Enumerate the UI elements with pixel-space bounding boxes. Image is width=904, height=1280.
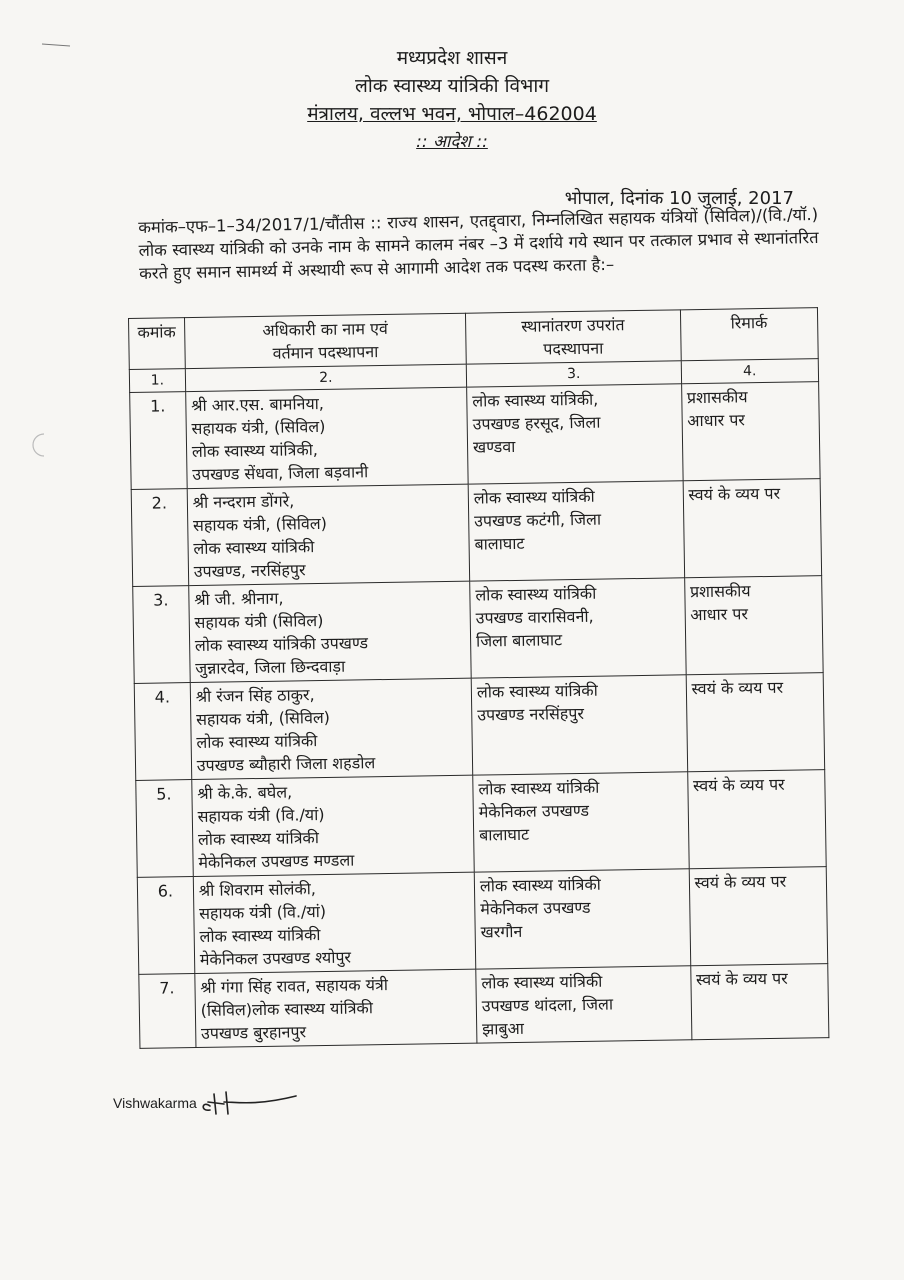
current-posting-cell bbox=[189, 581, 472, 682]
new-posting-cell bbox=[468, 481, 684, 581]
table-row bbox=[134, 673, 824, 781]
current-posting-cell-line: लोक स्वास्थ्य यांत्रिकी, bbox=[191, 440, 319, 462]
header-officer-line2: वर्तमान पदस्थापना bbox=[272, 342, 379, 363]
header-serial: कमांक bbox=[129, 318, 186, 370]
remark-cell bbox=[689, 867, 828, 966]
current-posting-cell-line: श्री के.के. बघेल, bbox=[197, 782, 293, 803]
new-posting-cell-line: बालाघाट bbox=[478, 824, 530, 845]
remark-cell-line: प्रशासकीय bbox=[689, 581, 751, 602]
remark-cell bbox=[681, 382, 820, 481]
punch-hole-mark bbox=[26, 430, 50, 460]
remark-cell-line: स्वयं के व्यय पर bbox=[691, 677, 784, 699]
current-posting-cell-line: सहायक यंत्री (वि./यां) bbox=[197, 804, 325, 826]
government-name: मध्यप्रदेश शासन bbox=[396, 47, 508, 69]
table-row bbox=[137, 867, 827, 975]
header-new-posting bbox=[465, 310, 680, 364]
new-posting-cell bbox=[471, 675, 687, 775]
current-posting-cell-line: मेकेनिकल उपखण्ड मण्डला bbox=[198, 850, 355, 872]
current-posting-cell-line: श्री आर.एस. बामनिया, bbox=[191, 393, 325, 416]
current-posting-cell-line: (सिविल)लोक स्वास्थ्य यांत्रिकी bbox=[200, 998, 374, 1020]
header-new-posting-line1: स्थानांतरण उपरांत bbox=[521, 315, 625, 336]
order-heading: :: आदेश :: bbox=[416, 132, 488, 152]
new-posting-cell-line: लोक स्वास्थ्य यांत्रिकी bbox=[476, 680, 598, 702]
new-posting-cell bbox=[467, 384, 683, 484]
department-address: मंत्रालय, वल्लभ भवन, भोपाल–462004 bbox=[307, 103, 597, 125]
transfer-table-body bbox=[130, 382, 829, 1049]
new-posting-cell-line: लोक स्वास्थ्य यांत्रिकी bbox=[478, 777, 600, 799]
order-intro-paragraph: कमांक–एफ–1–34/2017/1/चौंतीस :: राज्य शासन, एतद्द्वारा, निम्नलिखित सहायक यंत्रियों (सिविल)/(वि./यॉ.) लोक स्वास्थ्य यांत्रिकी को उनके नाम के सामने कालम नंबर –3 में दर्शाये गये स्थान पर तत्काल प्रभाव से स्थानांतरित करते हुए समान सामर्थ्य में अस्थायी रूप से आगामी आदेश तक पदस्थ करता है:– bbox=[138, 204, 819, 283]
current-posting-cell-line: सहायक यंत्री (सिविल) bbox=[194, 610, 324, 632]
new-posting-cell-line: मेकेनिकल उपखण्ड bbox=[478, 800, 590, 822]
new-posting-cell-line: लोक स्वास्थ्य यांत्रिकी, bbox=[472, 389, 599, 411]
remark-cell-line: स्वयं के व्यय पर bbox=[695, 968, 788, 990]
current-posting-cell-line: सहायक यंत्री, (सिविल) bbox=[192, 513, 328, 536]
column-number: 2. bbox=[185, 364, 466, 391]
new-posting-cell-line: लोक स्वास्थ्य यांत्रिकी bbox=[473, 486, 595, 508]
current-posting-cell-line: सहायक यंत्री, (सिविल) bbox=[195, 707, 331, 729]
new-posting-cell bbox=[473, 772, 689, 872]
header-new-posting-line2: पदस्थापना bbox=[543, 338, 604, 359]
new-posting-cell bbox=[470, 578, 686, 678]
current-posting-cell-line: श्री गंगा सिंह रावत, सहायक यंत्री bbox=[200, 975, 389, 997]
transfer-table-wrapper bbox=[128, 307, 829, 1049]
current-posting-cell-line: उपखण्ड सेंधवा, जिला बड़वानी bbox=[192, 462, 369, 485]
current-posting-cell bbox=[190, 678, 473, 779]
current-posting-cell-line: उपखण्ड बुरहानपुर bbox=[200, 1022, 307, 1043]
department-name: लोक स्वास्थ्य यांत्रिकी विभाग bbox=[354, 75, 550, 97]
column-number: 1. bbox=[129, 369, 185, 393]
new-posting-cell-line: बालाघाट bbox=[474, 533, 525, 554]
column-number: 4. bbox=[681, 359, 819, 384]
current-posting-cell-line: लोक स्वास्थ्य यांत्रिकी उपखण्ड bbox=[194, 633, 369, 655]
current-posting-cell bbox=[193, 872, 476, 973]
current-posting-cell-line: उपखण्ड ब्यौहारी जिला शहडोल bbox=[196, 753, 376, 775]
row-serial-number: 2. bbox=[131, 489, 188, 587]
remark-cell bbox=[690, 964, 829, 1040]
row-serial-number: 3. bbox=[133, 586, 190, 684]
new-posting-cell-line: उपखण्ड नरसिंहपुर bbox=[477, 703, 585, 725]
remark-cell-line: स्वयं के व्यय पर bbox=[688, 483, 781, 505]
new-posting-cell-line: जिला बालाघाट bbox=[475, 630, 563, 651]
remark-cell-line: स्वयं के व्यय पर bbox=[692, 774, 785, 796]
table-row bbox=[136, 770, 826, 878]
remark-cell-line: आधार पर bbox=[690, 604, 749, 625]
table-row bbox=[139, 964, 829, 1049]
remark-cell bbox=[683, 479, 822, 578]
current-posting-cell-line: श्री नन्दराम डोंगरे, bbox=[192, 491, 295, 513]
initials-signature bbox=[196, 1084, 306, 1124]
remark-cell-line: प्रशासकीय bbox=[686, 387, 748, 408]
current-posting-cell-line: लोक स्वास्थ्य यांत्रिकी bbox=[197, 828, 320, 849]
current-posting-cell-line: उपखण्ड, नरसिंहपुर bbox=[193, 560, 306, 581]
remark-cell bbox=[684, 576, 823, 675]
current-posting-cell-line: सहायक यंत्री (वि./यां) bbox=[199, 901, 327, 923]
scan-mark bbox=[40, 34, 120, 54]
table-row bbox=[133, 576, 823, 684]
new-posting-cell-line: उपखण्ड हरसूद, जिला bbox=[472, 412, 601, 434]
current-posting-cell bbox=[187, 484, 470, 585]
header-officer-line1: अधिकारी का नाम एवं bbox=[262, 318, 388, 340]
current-posting-cell-line: मेकेनिकल उपखण्ड श्योपुर bbox=[199, 947, 352, 969]
row-serial-number: 5. bbox=[136, 780, 193, 878]
current-posting-cell bbox=[192, 775, 475, 876]
row-serial-number: 4. bbox=[134, 683, 191, 781]
remark-cell bbox=[686, 673, 825, 772]
current-posting-cell-line: सहायक यंत्री, (सिविल) bbox=[191, 416, 326, 439]
column-number: 3. bbox=[466, 361, 681, 387]
row-serial-number: 7. bbox=[139, 974, 196, 1049]
current-posting-cell-line: लोक स्वास्थ्य यांत्रिकी bbox=[199, 925, 321, 946]
current-posting-cell-line: श्री रंजन सिंह ठाकुर, bbox=[195, 685, 315, 706]
current-posting-cell-line: जुन्नारदेव, जिला छिन्दवाड़ा bbox=[195, 656, 346, 678]
new-posting-cell-line: लोक स्वास्थ्य यांत्रिकी bbox=[479, 874, 601, 896]
new-posting-cell-line: उपखण्ड कटंगी, जिला bbox=[474, 509, 602, 531]
table-row bbox=[130, 382, 820, 490]
current-posting-cell-line: लोक स्वास्थ्य यांत्रिकी bbox=[193, 537, 315, 558]
new-posting-cell bbox=[474, 869, 690, 969]
new-posting-cell-line: मेकेनिकल उपखण्ड bbox=[480, 897, 591, 919]
new-posting-cell-line: उपखण्ड थांदला, जिला bbox=[481, 994, 614, 1016]
new-posting-cell-line: लोक स्वास्थ्य यांत्रिकी bbox=[475, 583, 597, 605]
new-posting-cell-line: उपखण्ड वारासिवनी, bbox=[475, 606, 594, 628]
remark-cell-line: स्वयं के व्यय पर bbox=[694, 871, 787, 893]
new-posting-cell-line: खण्डवा bbox=[472, 436, 516, 457]
current-posting-cell bbox=[195, 969, 477, 1047]
current-posting-cell-line: लोक स्वास्थ्य यांत्रिकी bbox=[196, 731, 318, 752]
remark-cell bbox=[687, 770, 826, 869]
table-row bbox=[131, 479, 821, 587]
header-remark: रिमार्क bbox=[680, 308, 818, 361]
new-posting-cell-line: लोक स्वास्थ्य यांत्रिकी bbox=[481, 971, 603, 993]
current-posting-cell-line: श्री शिवराम सोलंकी, bbox=[198, 879, 317, 900]
current-posting-cell bbox=[185, 387, 468, 488]
header-officer bbox=[184, 313, 466, 368]
transfer-table bbox=[128, 307, 829, 1049]
order-date: भोपाल, दिनांक 10 जुलाई, 2017 bbox=[564, 188, 794, 209]
new-posting-cell-line: खरगौन bbox=[480, 921, 523, 942]
row-serial-number: 6. bbox=[137, 877, 194, 975]
remark-cell-line: आधार पर bbox=[687, 410, 746, 431]
new-posting-cell-line: झाबुआ bbox=[482, 1018, 525, 1039]
new-posting-cell bbox=[476, 966, 692, 1043]
typist-name: Vishwakarma bbox=[113, 1095, 197, 1111]
row-serial-number: 1. bbox=[130, 392, 187, 490]
current-posting-cell-line: श्री जी. श्रीनाग, bbox=[194, 588, 284, 609]
